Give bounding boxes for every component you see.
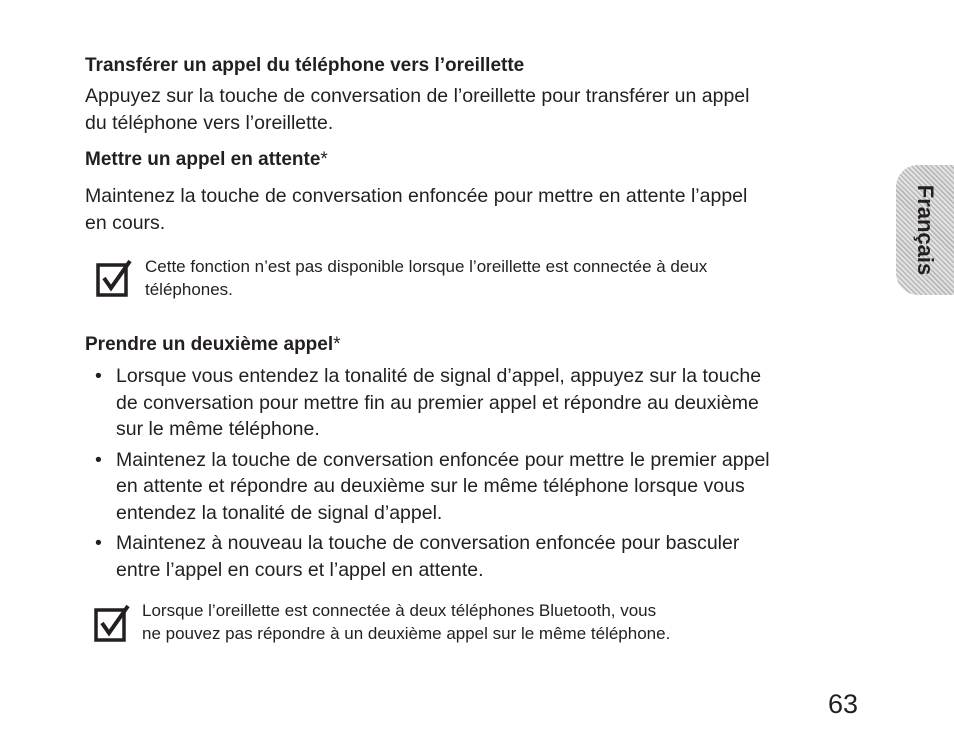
note-line: téléphones. — [145, 279, 233, 299]
note-line: Lorsque l’oreillette est connectée à deux téléphones Bluetooth, vous — [142, 601, 657, 620]
text-line: en cours. — [85, 211, 166, 234]
text-line: du téléphone vers l’oreillette. — [85, 111, 334, 134]
language-label: Français — [913, 184, 938, 276]
text-line: entre l’appel en cours et l’appel en attente. — [116, 558, 484, 581]
section-heading-second-call — [85, 332, 341, 358]
section-heading-transfer — [85, 53, 524, 79]
text-line: en attente et répondre au deuxième sur le même téléphone lorsque vous — [116, 475, 745, 497]
bullet-icon: • — [95, 448, 102, 471]
checkbox-check-icon — [94, 603, 130, 643]
note-two — [142, 600, 670, 645]
checkbox-check-icon — [96, 258, 132, 298]
section-heading-hold — [85, 147, 328, 173]
bullet-list — [95, 363, 885, 587]
paragraph-transfer — [85, 83, 885, 136]
asterisk: * — [320, 149, 328, 170]
text-line: Appuyez sur la touche de conversation de l’oreillette pour transférer un appel — [85, 85, 750, 107]
bullet-icon: • — [95, 365, 102, 387]
page-number: 63 — [828, 689, 859, 719]
text-line: Maintenez la touche de conversation enfoncée pour mettre en attente l’appel — [85, 185, 748, 207]
heading-text: Mettre un appel en attente — [85, 149, 321, 170]
text-line: Maintenez la touche de conversation enfoncée pour mettre le premier appel — [116, 448, 770, 471]
text-line: de conversation pour mettre fin au premier appel et répondre au deuxième — [116, 391, 759, 414]
text-line: sur le même téléphone. — [116, 418, 320, 440]
text-line: entendez la tonalité de signal d’appel. — [116, 501, 443, 524]
language-side-tab — [896, 165, 954, 295]
paragraph-hold — [85, 183, 885, 236]
list-item — [95, 530, 885, 583]
list-item — [95, 363, 885, 443]
text-line: Lorsque vous entendez la tonalité de signal d’appel, appuyez sur la touche — [116, 365, 762, 387]
asterisk: * — [333, 334, 341, 355]
bullet-icon: • — [95, 532, 102, 554]
note-one — [145, 256, 707, 301]
note-line: Cette fonction n’est pas disponible lorsque l’oreillette est connectée à deux — [145, 257, 708, 276]
text-line: Maintenez à nouveau la touche de conversation enfoncée pour basculer — [116, 532, 740, 554]
heading-text: Transférer un appel du téléphone vers l’oreillette — [85, 55, 525, 76]
heading-text: Prendre un deuxième appel — [85, 334, 334, 355]
list-item — [95, 447, 885, 527]
note-line: ne pouvez pas répondre à un deuxième appel sur le même téléphone. — [142, 623, 671, 643]
